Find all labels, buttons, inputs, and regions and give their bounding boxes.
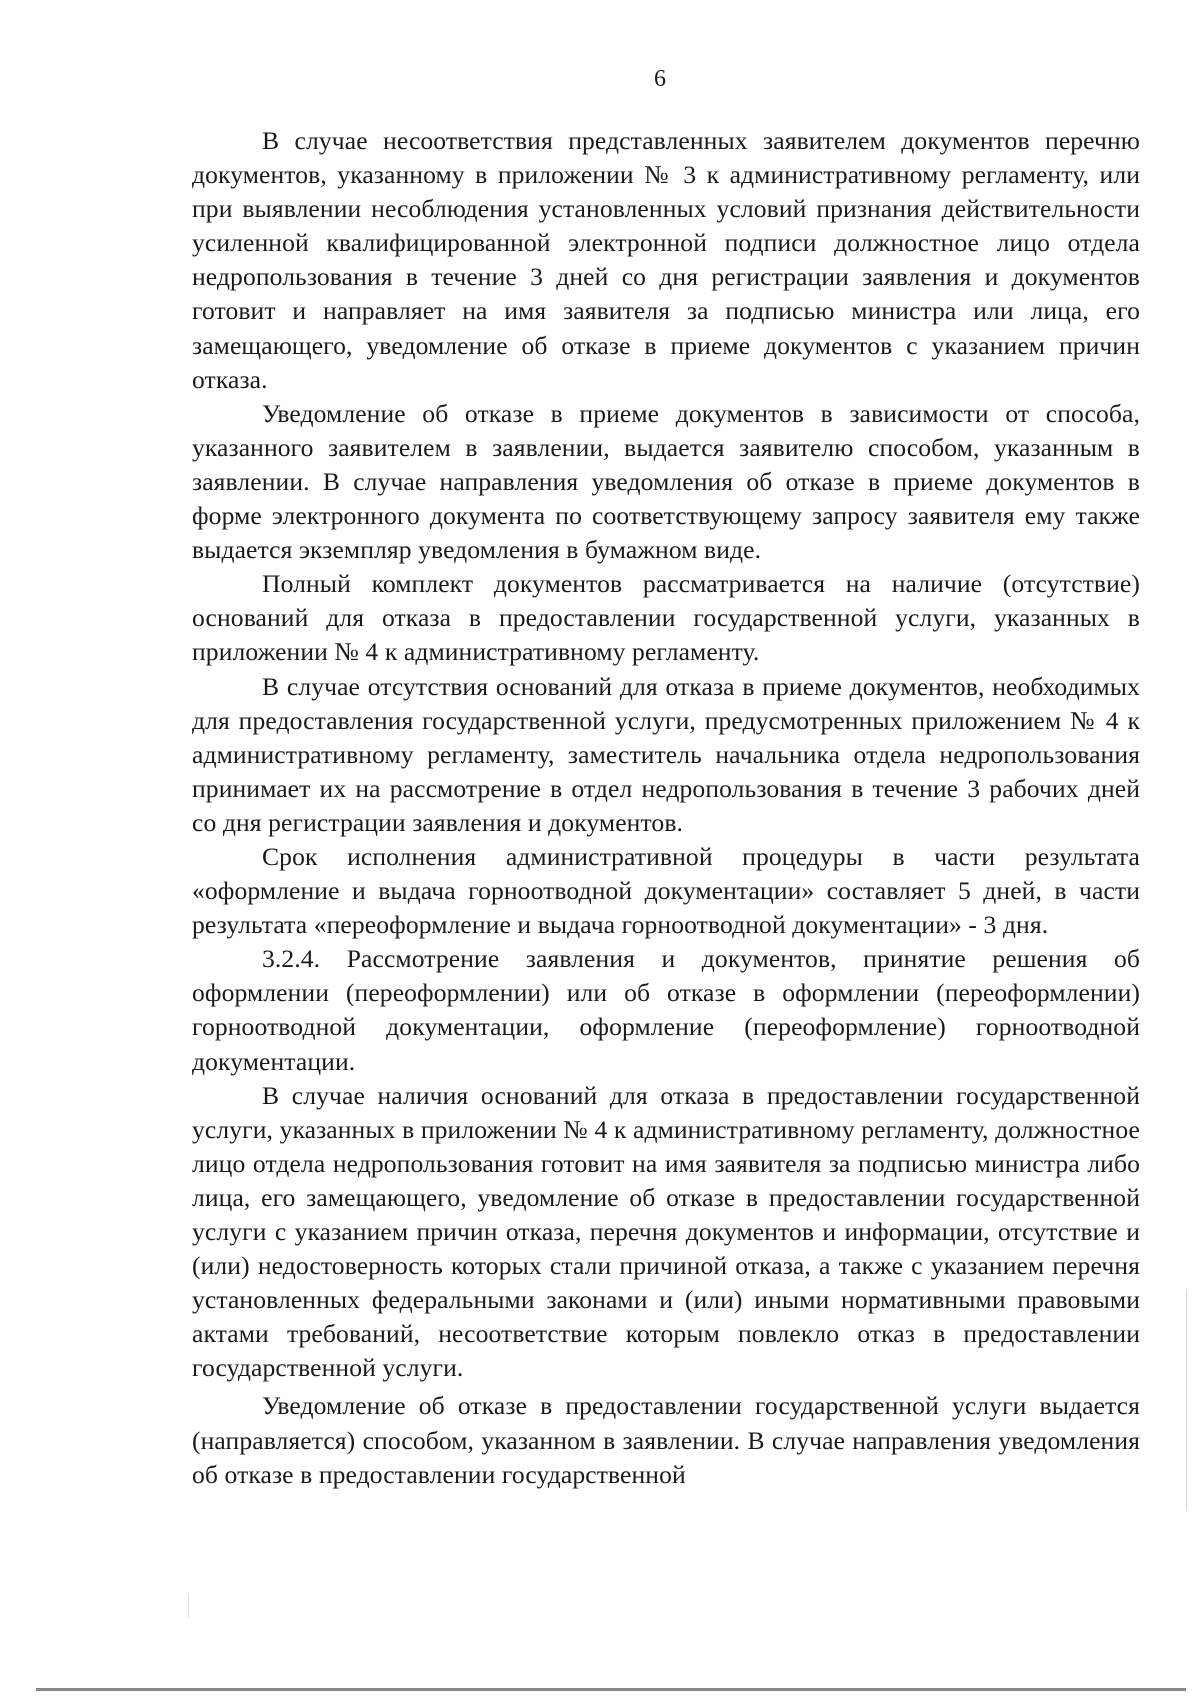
page-number: 6 <box>654 66 666 92</box>
paragraph-section-3-2-4: 3.2.4. Рассмотрение заявления и документов, принятие решения об оформлении (переоформлении) или об отказе в оформлении (переоформлении) горноотводной документации, оформление (переоформление) горноотводной документации. <box>192 944 1140 1076</box>
paragraph-refusal-notice-method: Уведомление об отказе в предоставлении государственной услуги выдается (направляется) способом, указанном в заявлении. В случае направления уведомления об отказе в предоставлении государственной <box>192 1391 1140 1489</box>
paragraph-acceptance-for-review: В случае отсутствия оснований для отказа в приеме документов, необходимых для предоставления государственной услуги, предусмотренных приложением № 4 к административному регламенту, заместитель начальника отдела недропользования принимает их на рассмотрение в отдел недропользования в течение 3 рабочих дней со дня регистрации заявления и документов. <box>192 671 1140 837</box>
paragraph-refusal-nonconformity: В случае несоответствия представленных заявителем документов перечню документов, указанному в приложении № 3 к административному регламенту, или при выявлении несоблюдения установленных условий признания действительности усиленной квалифицированной электронной подписи должностное лицо отдела недропользования в течение 3 дней со дня регистрации заявления и документов готовит и направляет на имя заявителя за подписью министра или лица, его замещающего, уведомление об отказе в приеме документов с указанием причин отказа. <box>192 126 1140 394</box>
document-body <box>192 124 1140 1492</box>
scan-edge-mark <box>1186 1290 1187 1510</box>
paragraph-procedure-deadline: Срок исполнения административной процедуры в части результата «оформление и выдача горноотводной документации» составляет 5 дней, в части результата «переоформление и выдача горноотводной документации» - 3 дня. <box>192 841 1140 940</box>
paragraph-grounds-for-refusal: В случае наличия оснований для отказа в предоставлении государственной услуги, указанных в приложении № 4 к административному регламенту, должностное лицо отдела недропользования готовит на имя заявителя за подписью министра либо лица, его замещающего, уведомление об отказе в предоставлении государственной услуги с указанием причин отказа, перечня документов и информации, отсутствие и (или) недостоверность которых стали причиной отказа, а также с указанием перечня установленных федеральными законами и (или) иными нормативными правовыми актами требований, несоответствие которым повлекло отказ в предоставлении государственной услуги. <box>192 1080 1140 1383</box>
paragraph-full-set-review: Полный комплект документов рассматривается на наличие (отсутствие) оснований для отказа в предоставлении государственной услуги, указанных в приложении № 4 к административному регламенту. <box>192 569 1140 667</box>
page-bottom-edge <box>36 1688 1186 1691</box>
scan-speck <box>188 1594 189 1618</box>
paragraph-refusal-notice-delivery: Уведомление об отказе в приеме документов в зависимости от способа, указанного заявителем в заявлении, выдается заявителю способом, указанным в заявлении. В случае направления уведомления об отказе в приеме документов в форме электронного документа по соответствующему запросу заявителя ему также выдается экземпляр уведомления в бумажном виде. <box>192 398 1140 565</box>
